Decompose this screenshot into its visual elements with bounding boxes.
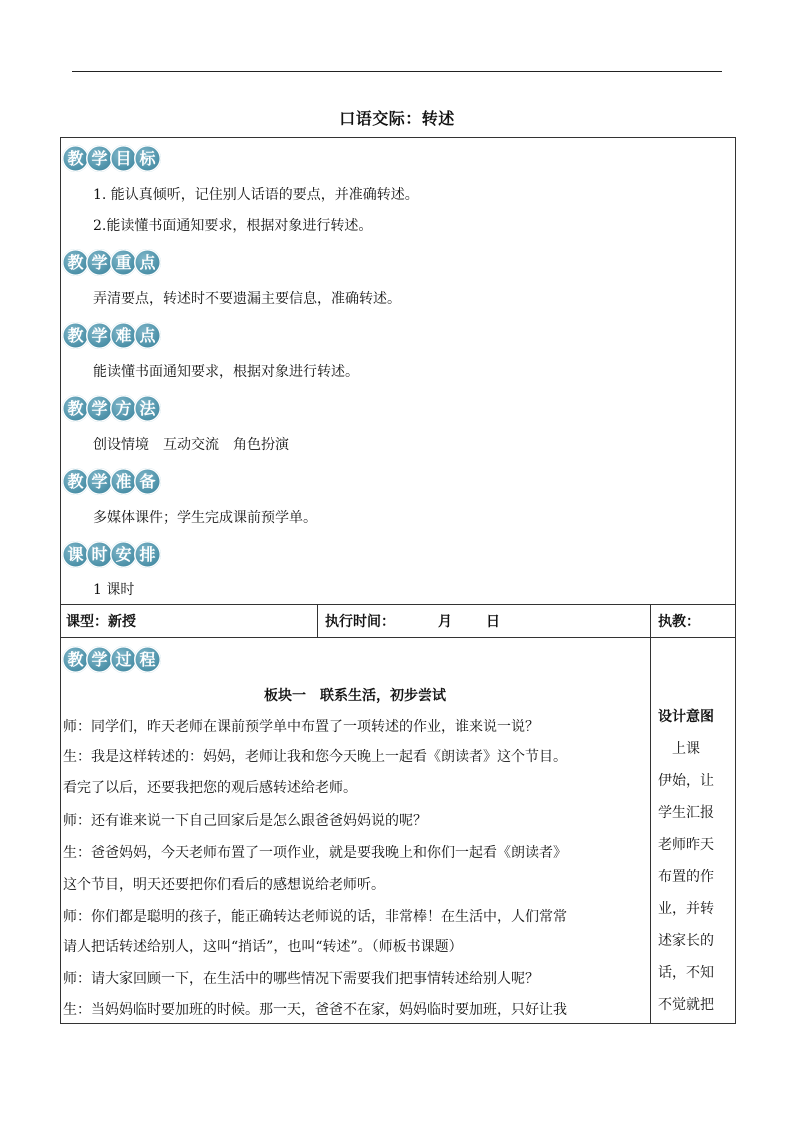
dialogue-line: 生：当妈妈临时要加班的时候。那一天，爸爸不在家，妈妈临时要加班，只好让我	[63, 1002, 567, 1018]
dialogue-line: 请人把话转述给别人，这叫“捎话”，也叫“转述”。（师板书课题）	[63, 939, 463, 955]
heading-char-badge: 学	[86, 395, 113, 422]
execution-time-label: 执行时间：	[325, 614, 395, 630]
preparation-line: 多媒体课件；学生完成课前预学单。	[93, 510, 317, 526]
design-intent-line: 老师昨天	[658, 837, 714, 853]
heading-char-badge: 点	[134, 249, 161, 276]
heading-char-badge: 标	[134, 145, 161, 172]
design-intent-line: 布置的作	[658, 869, 714, 885]
heading-char-badge: 学	[86, 249, 113, 276]
design-intent-title: 设计意图	[658, 709, 714, 725]
info-row-bottom-border	[60, 637, 736, 638]
heading-char-badge: 重	[110, 249, 137, 276]
key-point-line: 弄清要点，转述时不要遗漏主要信息，准确转述。	[93, 291, 401, 307]
info-row-top-border	[60, 604, 736, 605]
heading-char-badge: 目	[110, 145, 137, 172]
section-heading-preparation	[62, 468, 158, 496]
day-label: 日	[486, 614, 500, 630]
dialogue-line: 师：同学们，昨天老师在课前预学单中布置了一项转述的作业，谁来说一说？	[63, 719, 539, 735]
dialogue-line: 师：还有谁来说一下自己回家后是怎么跟爸爸妈妈说的呢？	[63, 813, 427, 829]
design-intent-line: 伊始，让	[658, 773, 714, 789]
dialogue-line: 生：我是这样转述的：妈妈，老师让我和您今天晚上一起看《朗读者》这个节目。	[63, 749, 567, 765]
heading-char-badge: 方	[110, 395, 137, 422]
heading-char-badge: 时	[86, 541, 113, 568]
heading-char-badge: 排	[134, 541, 161, 568]
header-rule	[72, 71, 722, 72]
design-intent-line: 学生汇报	[658, 805, 714, 821]
info-row-divider-1	[317, 604, 318, 637]
objective-line-1: 1. 能认真倾听，记住别人话语的要点，并准确转述。	[93, 187, 419, 203]
methods-line: 创设情境 互动交流 角色扮演	[93, 437, 289, 453]
difficulty-line: 能读懂书面通知要求，根据对象进行转述。	[93, 364, 359, 380]
heading-char-badge: 教	[62, 322, 89, 349]
heading-char-badge: 教	[62, 395, 89, 422]
document-title: 口语交际：转述	[339, 109, 455, 128]
section-heading-methods	[62, 395, 158, 423]
design-intent-line: 上课	[658, 741, 700, 757]
heading-char-badge: 教	[62, 145, 89, 172]
lesson-type: 课型：新授	[66, 614, 136, 630]
month-label: 月	[438, 614, 452, 630]
heading-char-badge: 难	[110, 322, 137, 349]
heading-char-badge: 过	[110, 646, 137, 673]
design-intent-line: 话，不知	[658, 965, 714, 981]
heading-char-badge: 程	[134, 646, 161, 673]
dialogue-line: 这个节目，明天还要把你们看后的感想说给老师听。	[63, 877, 385, 893]
heading-char-badge: 法	[134, 395, 161, 422]
design-intent-line: 业，并转	[658, 901, 714, 917]
section-heading-process	[62, 646, 158, 674]
teacher-label: 执教：	[658, 614, 700, 630]
heading-char-badge: 备	[134, 468, 161, 495]
heading-char-badge: 学	[86, 322, 113, 349]
heading-char-badge: 教	[62, 468, 89, 495]
dialogue-line: 看完了以后，还要我把您的观后感转述给老师。	[63, 780, 357, 796]
heading-char-badge: 学	[86, 646, 113, 673]
dialogue-line: 师：你们都是聪明的孩子，能正确转达老师说的话，非常棒！在生活中，人们常常	[63, 909, 567, 925]
heading-char-badge: 学	[86, 145, 113, 172]
design-intent-line: 述家长的	[658, 933, 714, 949]
heading-char-badge: 教	[62, 646, 89, 673]
heading-char-badge: 点	[134, 322, 161, 349]
section-heading-schedule	[62, 541, 158, 569]
dialogue-line: 师：请大家回顾一下，在生活中的哪些情况下需要我们把事情转述给别人呢？	[63, 971, 539, 987]
heading-char-badge: 安	[110, 541, 137, 568]
section-heading-key-points	[62, 249, 158, 277]
block-title: 板块一 联系生活，初步尝试	[264, 688, 446, 704]
info-row-divider-2	[650, 604, 651, 1024]
schedule-line: 1 课时	[93, 582, 135, 598]
objective-line-2: 2.能读懂书面通知要求，根据对象进行转述。	[93, 218, 373, 234]
dialogue-line: 生：爸爸妈妈，今天老师布置了一项作业，就是要我晚上和你们一起看《朗读者》	[63, 845, 567, 861]
heading-char-badge: 教	[62, 249, 89, 276]
heading-char-badge: 准	[110, 468, 137, 495]
design-intent-line: 不觉就把	[658, 997, 714, 1013]
heading-char-badge: 学	[86, 468, 113, 495]
section-heading-difficulties	[62, 322, 158, 350]
section-heading-objectives	[62, 145, 158, 173]
heading-char-badge: 课	[62, 541, 89, 568]
